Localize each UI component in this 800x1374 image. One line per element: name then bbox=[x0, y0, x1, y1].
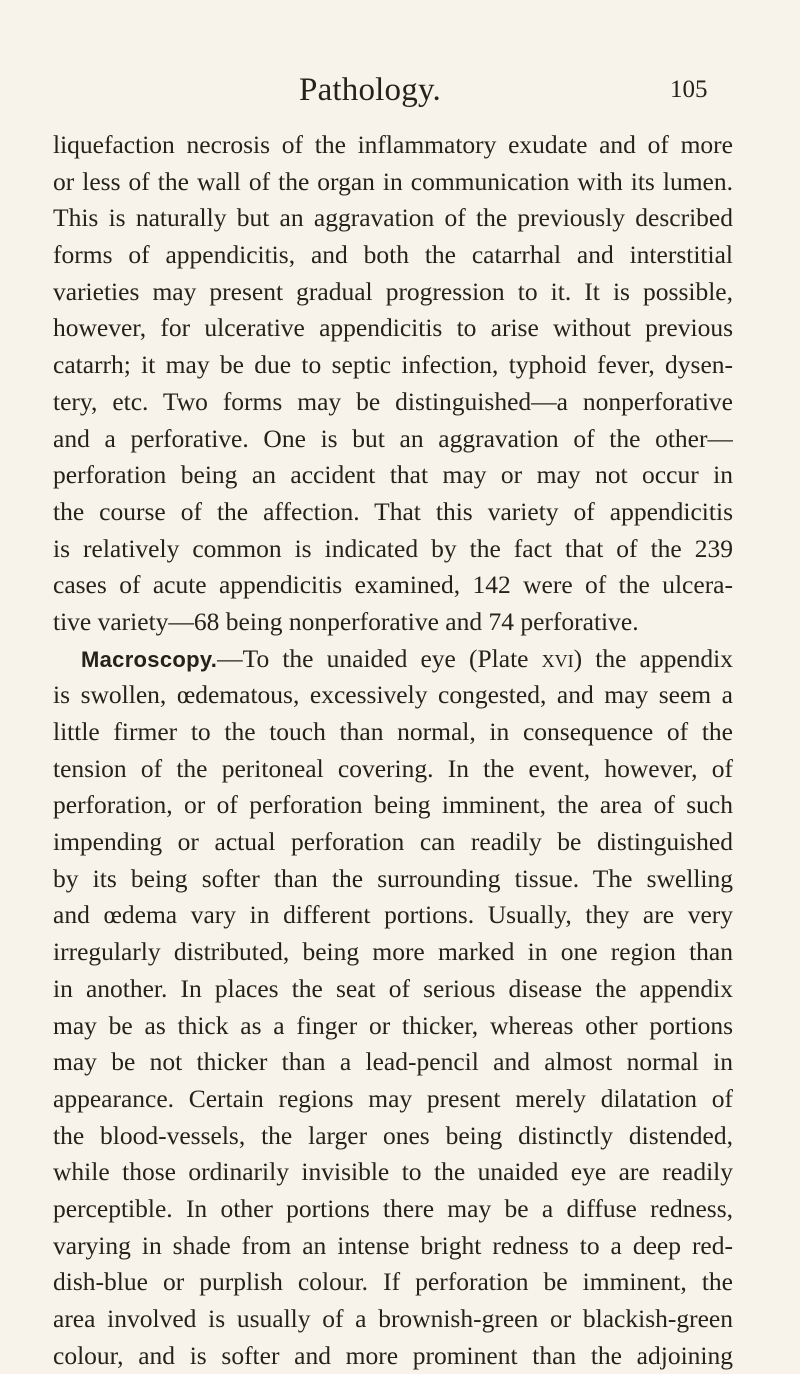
paragraph-2 bbox=[53, 641, 733, 1374]
text-line: however, for ulcerative appendicitis to arise without previous bbox=[53, 313, 733, 343]
text-line: the course of the affection. That this variety of appendicitis bbox=[53, 496, 733, 526]
text-line: cases of acute appendicitis examined, 142 were of the ulcera- bbox=[53, 570, 733, 600]
text-line: is relatively common is indicated by the fact that of the 239 bbox=[53, 533, 733, 563]
text-line: may be not thicker than a lead-pencil and almost normal in bbox=[53, 1047, 733, 1077]
paragraph-1 bbox=[53, 127, 733, 641]
section-heading-macroscopy: Macroscopy. bbox=[81, 646, 218, 672]
page-number: 105 bbox=[670, 76, 708, 103]
text-line-first bbox=[53, 641, 733, 678]
text-line: is swollen, œdematous, excessively congested, and may seem a bbox=[53, 680, 733, 710]
text-line: and œdema vary in different portions. Usually, they are very bbox=[53, 900, 733, 930]
text-line: in another. In places the seat of serious disease the appendix bbox=[53, 973, 733, 1003]
text-line: tension of the peritoneal covering. In the event, however, of bbox=[53, 753, 733, 783]
text-line: catarrh; it may be due to septic infection, typhoid fever, dysen- bbox=[53, 350, 733, 380]
text-line: irregularly distributed, being more marked in one region than bbox=[53, 937, 733, 967]
text-line: perceptible. In other portions there may be a diffuse redness, bbox=[53, 1193, 733, 1223]
text-line: little firmer to the touch than normal, in consequence of the bbox=[53, 717, 733, 746]
text-line: appearance. Certain regions may present merely dilatation of bbox=[53, 1083, 733, 1113]
page-header bbox=[0, 70, 800, 110]
text-line: perforation being an accident that may or may not occur in bbox=[53, 460, 733, 490]
body-text bbox=[53, 127, 733, 1374]
text-line: tery, etc. Two forms may be distinguished—a nonperforative bbox=[53, 386, 733, 416]
text-line: or less of the wall of the organ in communication with its lumen. bbox=[53, 166, 733, 196]
text-line: dish-blue or purplish colour. If perforation be imminent, the bbox=[53, 1267, 733, 1297]
text-line: by its being softer than the surrounding tissue. The swelling bbox=[53, 863, 733, 893]
text-line: and a perforative. One is but an aggravation of the other— bbox=[53, 423, 733, 453]
text-line: varieties may present gradual progression to it. It is possible, bbox=[53, 276, 733, 306]
plate-reference: xvi bbox=[541, 643, 574, 673]
text-fragment: ) the appendix bbox=[573, 643, 733, 673]
text-line: forms of appendicitis, and both the catarrhal and interstitial bbox=[53, 240, 733, 270]
running-title: Pathology. bbox=[299, 72, 441, 108]
text-line: This is naturally but an aggravation of the previously described bbox=[53, 203, 733, 233]
text-line: varying in shade from an intense bright redness to a deep red- bbox=[53, 1230, 733, 1260]
text-fragment: —To the unaided eye (Plate bbox=[217, 643, 542, 673]
text-line: while those ordinarily invisible to the unaided eye are readily bbox=[53, 1157, 733, 1187]
text-line: area involved is usually of a brownish-green or blackish-green bbox=[53, 1304, 733, 1333]
text-line: tive variety—68 being nonperforative and 74 perforative. bbox=[53, 606, 639, 636]
text-line: colour, and is softer and more prominent than the adjoining bbox=[53, 1340, 733, 1370]
text-line: liquefaction necrosis of the inflammatory exudate and of more bbox=[53, 130, 733, 159]
text-line: perforation, or of perforation being imminent, the area of such bbox=[53, 790, 733, 820]
text-line: the blood-vessels, the larger ones being distinctly distended, bbox=[53, 1120, 733, 1150]
text-line: impending or actual perforation can readily be distinguished bbox=[53, 827, 733, 857]
text-line: may be as thick as a finger or thicker, whereas other portions bbox=[53, 1010, 733, 1040]
